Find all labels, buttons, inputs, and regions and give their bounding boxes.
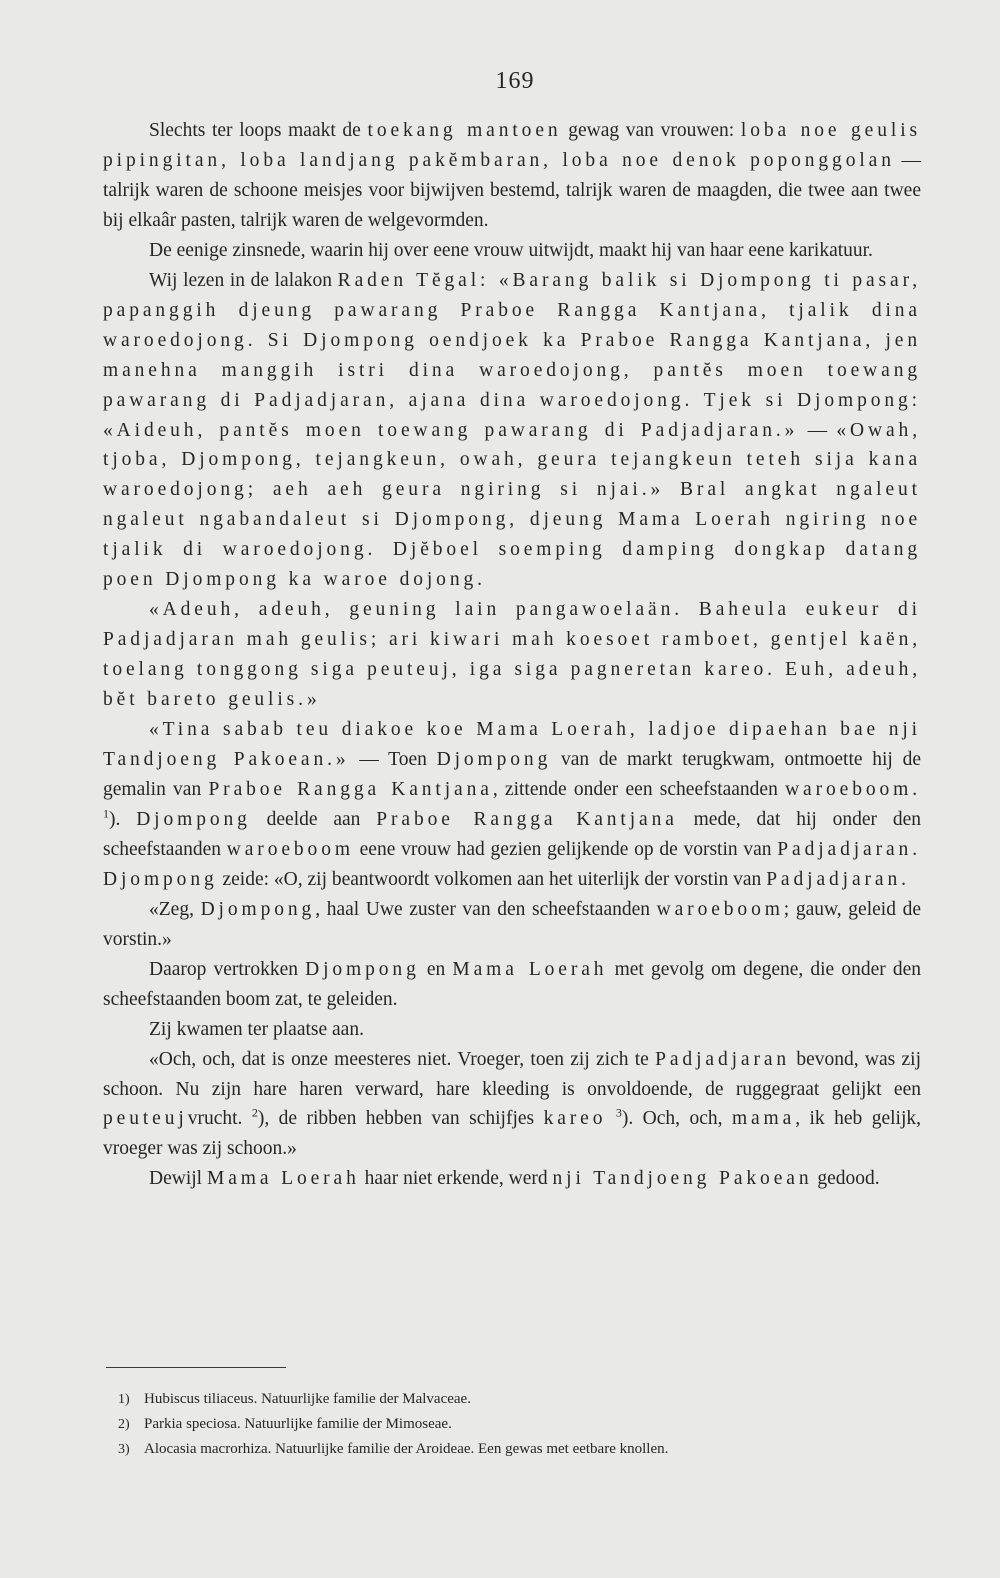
paragraph xyxy=(103,1015,921,1045)
spaced-text: Raden Tĕgal: «Barang balik si Djompong ti pasar, papanggih djeung pawarang Praboe Rangga Kantjana, tjalik dina waroedojong. Si Djompong oendjoek ka Praboe Rangga Kantjana, jen manehna manggih istri dina waroedojong, pantĕs moen toewang pawarang di Padjadjaran, ajana dina waroedojong. Tjek si Djompong: «Aideuh, pantĕs moen toewang pawarang di Padjadjaran.» xyxy=(103,269,921,441)
footnote-text: Hubiscus tiliaceus. Natuurlijke familie der Malvaceae. xyxy=(144,1391,471,1407)
footnotes xyxy=(118,1387,918,1462)
text-run: De eenige zinsnede, waarin hij over eene vrouw uitwijdt, maakt hij van haar eene karikatuur. xyxy=(149,239,873,261)
spaced-text: Padjadjaran. xyxy=(777,838,921,860)
footnote-text: Parkia speciosa. Natuurlijke familie der Mimoseae. xyxy=(144,1416,452,1432)
text-run: deelde aan xyxy=(250,808,377,830)
spaced-text: waroeboom xyxy=(226,838,354,860)
text-run: eene vrouw had gezien gelijkende op de vorstin van xyxy=(353,838,778,860)
paragraph xyxy=(103,895,921,955)
spaced-text: Praboe Rangga Kantjana xyxy=(376,808,678,830)
footnote xyxy=(118,1437,918,1462)
spaced-text: peuteuj xyxy=(103,1108,188,1130)
paragraph xyxy=(103,955,921,1015)
spaced-text: kareo xyxy=(543,1108,607,1130)
spaced-text: toekang mantoen xyxy=(367,120,562,141)
text-run: van de markt terugkwam, ontmoette hij de gemalin van xyxy=(103,749,921,800)
spaced-text: Mama Loerah xyxy=(452,958,608,980)
text-run: gewag van vrouwen: xyxy=(561,120,741,141)
text-run: ; gauw, geleid de vorstin.» xyxy=(103,898,921,950)
text-run: Daarop vertrokken xyxy=(149,958,306,980)
spaced-text: Djompong xyxy=(436,749,552,771)
spaced-text: Djompong xyxy=(200,898,316,920)
paragraph xyxy=(103,1045,921,1165)
text-run: met gevolg om degene, die onder den scheefstaanden boom zat, te geleiden. xyxy=(103,958,922,1010)
footnote-reference: 2 xyxy=(251,1105,258,1120)
text-run: vrucht. xyxy=(187,1108,252,1130)
text-run: — talrijk waren de schoone meisjes voor bijwijven bestemd, talrijk waren de maagden, die twee aan twee bij elkaâr pasten, talrijk waren de welgevormden. xyxy=(103,149,921,231)
text-run: Dewijl xyxy=(149,1168,207,1190)
text-run: ), de ribben hebben van schijfjes xyxy=(257,1108,544,1130)
text-run: — xyxy=(798,419,837,441)
paragraph xyxy=(103,1164,921,1194)
text-run: , haal Uwe zuster van den scheefstaanden xyxy=(315,898,657,920)
footnote-reference: 3 xyxy=(615,1105,622,1120)
spaced-text: Mama Loerah xyxy=(206,1168,360,1190)
footnote-mark: 2) xyxy=(118,1417,130,1432)
spaced-text: «Tina sabab teu diakoe koe Mama Loerah, ladjoe dipaehan bae nji Tandjoeng Pakoean.» xyxy=(103,719,921,771)
footnote-mark: 3) xyxy=(118,1442,130,1457)
text-run: en xyxy=(419,958,453,980)
paragraph xyxy=(103,236,921,266)
spaced-text: Djompong xyxy=(136,808,251,830)
text-run: ). xyxy=(109,808,137,830)
spaced-text: «Adeuh, adeuh, geuning lain pangawoelaän. Baheula eukeur di Padjadjaran mah geulis; ari kiwari mah koesoet ramboet, gentjel kaën, toelang tonggong siga peuteuj, iga siga pagneretan kareo. Euh, adeuh, bĕt bareto geulis.» xyxy=(103,599,921,711)
spaced-text: Padjadjaran xyxy=(655,1048,791,1070)
spaced-text: Djompong xyxy=(103,868,218,890)
spaced-text: «Owah, tjoba, Djompong, tejangkeun, owah, geura tejangkeun teteh sija kana waroedojong; aeh aeh geura ngiring si njai.» Bral angkat ngaleut ngaleut ngabandaleut si Djompong, djeung Mama Loerah ngiring noe tjalik di waroedojong. Djĕboel soemping damping dongkap datang poen Djompong ka waroe dojong. xyxy=(103,419,921,591)
footnote-reference: 1 xyxy=(103,806,109,821)
text-run: Zij kwamen ter plaatse aan. xyxy=(149,1018,364,1040)
footnote-mark: 1) xyxy=(118,1392,130,1407)
text-run: gedood. xyxy=(812,1168,880,1190)
text-run: bevond, was zij schoon. Nu zijn hare haren verward, hare kleeding is onvoldoende, de ruggegraat gelijkt een xyxy=(103,1048,921,1100)
spaced-text: waroeboom xyxy=(656,898,784,920)
paragraph xyxy=(103,595,921,715)
body-text xyxy=(103,116,921,1194)
text-run: Slechts ter loops maakt de xyxy=(149,120,368,141)
text-run: «Och, och, dat is onze meesteres niet. Vroeger, toen zij zich te xyxy=(149,1048,656,1070)
text-run: zeide: «O, zij beantwoordt volkomen aan het uiterlijk der vorstin van xyxy=(217,868,767,890)
paragraph xyxy=(103,116,921,236)
spaced-text: Praboe Rangga Kantjana xyxy=(208,778,493,800)
footnote-text: Alocasia macrorhiza. Natuurlijke familie der Aroideae. Een gewas met eetbare knollen. xyxy=(144,1441,669,1457)
footnote-divider xyxy=(106,1367,286,1368)
text-run: — Toen xyxy=(349,749,437,771)
spaced-text: Djompong xyxy=(305,958,420,980)
spaced-text: waroeboom. xyxy=(785,778,921,800)
paragraph xyxy=(103,715,921,895)
text-run: mede, dat hij onder den scheefstaanden xyxy=(103,808,921,860)
text-run: «Zeg, xyxy=(149,898,201,920)
spaced-text: loba noe geulis pipingitan, loba landjang pakĕmbaran, loba noe denok poponggolan xyxy=(103,120,922,171)
paragraph xyxy=(103,266,921,595)
page-number: 169 xyxy=(495,68,535,94)
text-run: Wij lezen in de lalakon xyxy=(149,269,338,291)
text-run: haar niet erkende, werd xyxy=(359,1168,553,1190)
spaced-text: mama xyxy=(731,1108,796,1130)
text-run: , zittende onder een scheefstaanden xyxy=(492,778,786,800)
footnote xyxy=(118,1412,918,1437)
text-run xyxy=(606,1108,615,1129)
text-run: ). Och, och, xyxy=(621,1108,732,1130)
footnote xyxy=(118,1387,918,1412)
spaced-text: Padjadjaran. xyxy=(766,868,910,890)
spaced-text: nji Tandjoeng Pakoean xyxy=(552,1168,813,1190)
text-run: , ik heb gelijk, vroeger was zij schoon.» xyxy=(103,1108,922,1160)
